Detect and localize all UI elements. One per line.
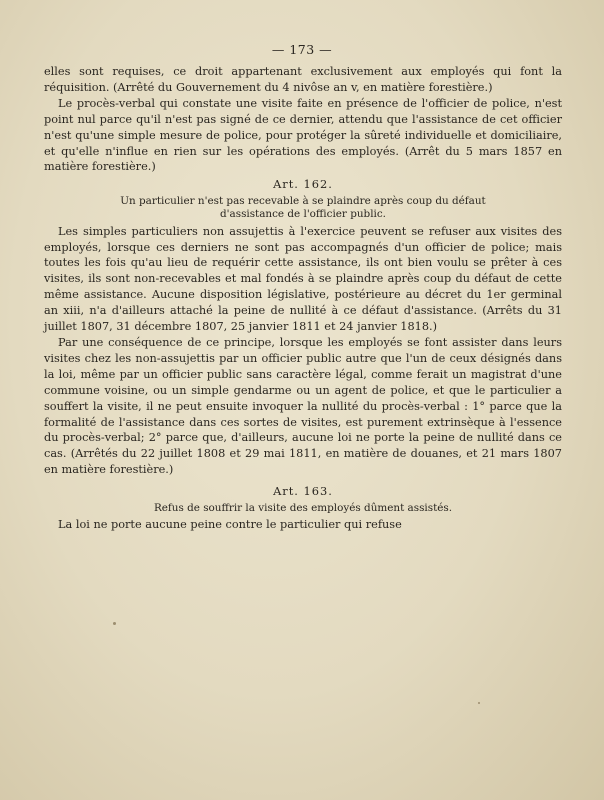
intro-paragraph-2: Le procès-verbal qui constate une visite faite en présence de l'officier de police, n'est point nul parce qu'il n'est pas signé de ce dernier, attendu que l'assistance de cet officier n'est qu'une simple mesure de police, pour protéger la sûreté individuelle et domiciliaire, et qu'elle n'influe en rien sur les opérations des employés. (Arrêt du 5 mars 1857 en matière forestière.) [44, 96, 562, 174]
article-162-paragraph-1: Les simples particuliers non assujettis à l'exercice peuvent se refuser aux visites des employés, lorsque ces derniers ne sont pas accompagnés d'un officier de police; mais toutes les fois qu'au lieu de requérir cette assistance, ils ont bien voulu se prêter à ces visites, ils sont non-recevables et mal fondés à se plaindre après coup du défaut de cette même assistance. Aucune disposition législative, postérieure au décret du 1er germinal an xiii, n'a d'ailleurs attaché la peine de nullité à ce défaut d'assistance. (Arrêts du 31 juillet 1807, 31 décembre 1807, 25 janvier 1811 et 24 janvier 1818.) [44, 224, 562, 334]
article-162-heading: Art. 162. [273, 177, 333, 192]
page-body [44, 64, 562, 533]
article-163-subtitle: Refus de souffrir la visite des employés dûment assistés. [153, 502, 453, 515]
paper-speck [478, 702, 480, 704]
paper-speck [113, 622, 116, 625]
intro-paragraph-1: elles sont requises, ce droit appartenant exclusivement aux employés qui font la réquisition. (Arrêté du Gouvernement du 4 nivôse an v, en matière forestière.) [44, 65, 562, 94]
article-162-subtitle: Un particulier n'est pas recevable à se plaindre après coup du défaut d'assistance de l'officier public. [120, 195, 486, 221]
article-163-heading: Art. 163. [273, 484, 333, 499]
article-163-paragraph-1: La loi ne porte aucune peine contre le particulier qui refuse [58, 518, 402, 532]
page-number: — 173 — [271, 42, 333, 57]
article-162-paragraph-2: Par une conséquence de ce principe, lorsque les employés se font assister dans leurs visites chez les non-assujettis par un officier public autre que l'un de ceux désignés dans la loi, même par un officier public sans caractère légal, comme ferait un magistrat d'une commune voisine, ou un simple gendarme ou un agent de police, et que le particulier a souffert la visite, il ne peut ensuite invoquer la nullité du procès-verbal : 1° parce que la formalité de l'assistance dans ces sortes de visites, est purement extrinsèque à l'essence du procès-verbal; 2° parce que, d'ailleurs, aucune loi ne porte la peine de nullité dans ce cas. (Arrêtés du 22 juillet 1808 et 29 mai 1811, en matière de douanes, et 21 mars 1807 en matière forestière.) [44, 336, 562, 477]
